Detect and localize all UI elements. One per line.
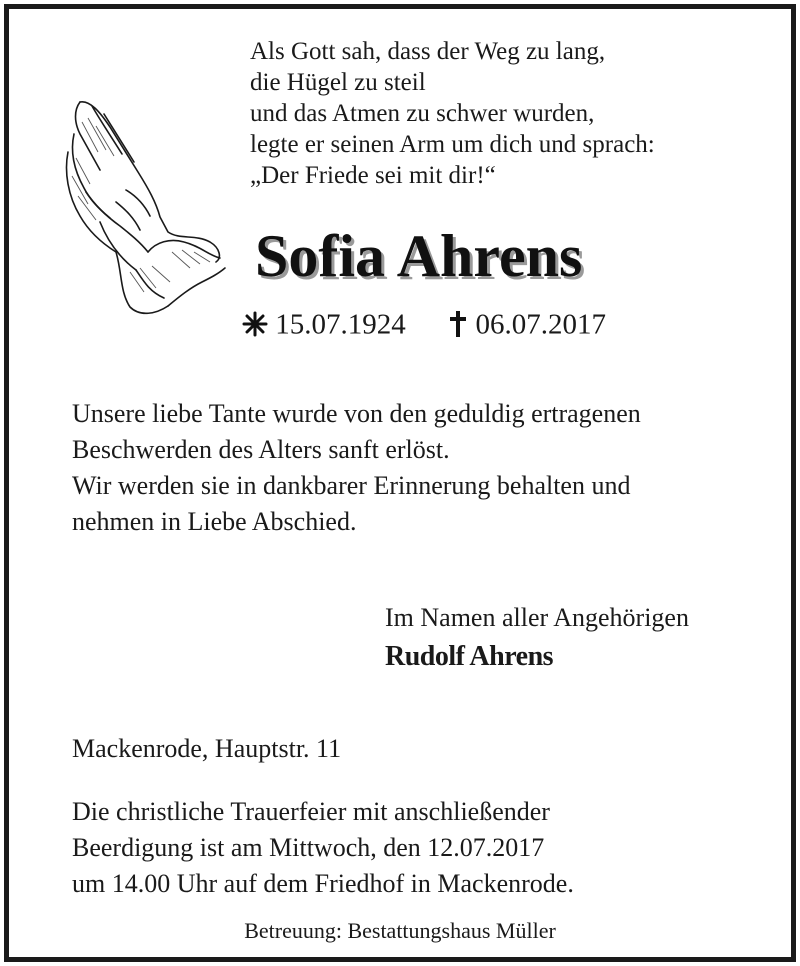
- ceremony-line: Die christliche Trauerfeier mit anschließender: [72, 797, 550, 826]
- poem-line: legte er seinen Arm um dich und sprach:: [250, 131, 655, 158]
- poem-line: „Der Friede sei mit dir!“: [250, 162, 496, 189]
- poem-line: und das Atmen zu schwer wurden,: [250, 100, 595, 127]
- life-dates: [242, 304, 606, 342]
- signature-name: Rudolf Ahrens: [385, 641, 554, 672]
- signature-intro: Im Namen aller Angehörigen: [385, 603, 689, 632]
- message-line: Beschwerden des Alters sanft erlöst.: [72, 435, 450, 464]
- cross-icon: [448, 310, 468, 338]
- poem-line: die Hügel zu steil: [250, 69, 426, 96]
- message-line: Wir werden sie in dankbarer Erinnerung behalten und: [72, 471, 631, 500]
- poem: [250, 36, 770, 191]
- funeral-home-credit: Betreuung: Bestattungshaus Müller: [244, 918, 556, 943]
- message: [72, 396, 744, 540]
- death-date: 06.07.2017: [475, 308, 606, 341]
- poem-line: Als Gott sah, dass der Weg zu lang,: [250, 38, 606, 65]
- ceremony-line: um 14.00 Uhr auf dem Friedhof in Mackenrode.: [72, 869, 574, 898]
- address: Mackenrode, Hauptstr. 11: [72, 734, 342, 763]
- ceremony-line: Beerdigung ist am Mittwoch, den 12.07.2017: [72, 833, 545, 862]
- deceased-name: Sofia Ahrens: [255, 223, 583, 289]
- ceremony-info: [72, 794, 744, 902]
- message-line: nehmen in Liebe Abschied.: [72, 507, 357, 536]
- message-line: Unsere liebe Tante wurde von den geduldig ertragenen: [72, 399, 641, 428]
- praying-hands-icon: [60, 92, 230, 322]
- birth-date: 15.07.1924: [275, 308, 406, 341]
- star-icon: [242, 311, 268, 337]
